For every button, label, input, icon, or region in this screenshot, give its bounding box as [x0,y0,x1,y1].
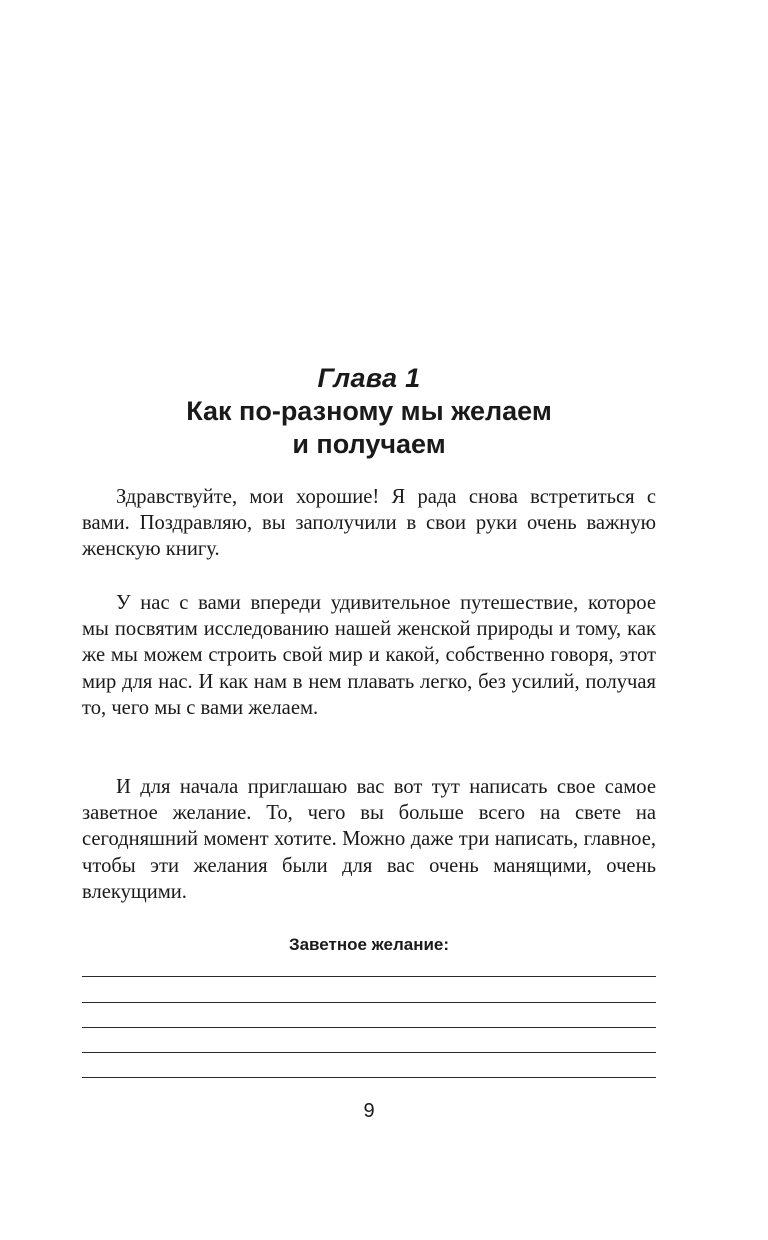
paragraph-text: У нас с вами впереди удивительное путешествие, которое мы посвятим исследованию нашей женской природы и тому, как же мы можем строить свой мир и какой, собственно говоря, этот мир для нас. И как нам в нем плавать легко, без усилий, получая то, чего мы с вами желаем. [82,592,656,719]
chapter-number: Глава 1 [317,363,421,393]
paragraph-journey [82,590,656,721]
paragraph-greeting [82,484,656,563]
chapter-heading [82,362,656,460]
page-number: 9 [363,1100,375,1122]
paragraph-text: И для начала приглашаю вас вот тут написать свое самое заветное желание. То, чего вы больше всего на свете на сегодняшний момент хотите. Можно даже три написать, главное, чтобы эти желания были для вас очень манящими, очень влекущими. [82,776,656,903]
paragraph-text: Здравствуйте, мои хорошие! Я рада снова встретиться с вами. Поздравляю, вы заполучили в свои руки очень важную женскую книгу. [82,486,656,561]
chapter-title-line-1: Как по-разному мы желаем [186,396,552,426]
wish-label: Заветное желание: [288,935,450,954]
paragraph-invitation [82,774,656,905]
wish-writing-line[interactable] [82,1052,656,1053]
wish-writing-line[interactable] [82,1002,656,1003]
wish-writing-line[interactable] [82,1077,656,1078]
wish-writing-line[interactable] [82,976,656,977]
chapter-title-line-2: и получаем [292,429,446,459]
wish-writing-line[interactable] [82,1027,656,1028]
